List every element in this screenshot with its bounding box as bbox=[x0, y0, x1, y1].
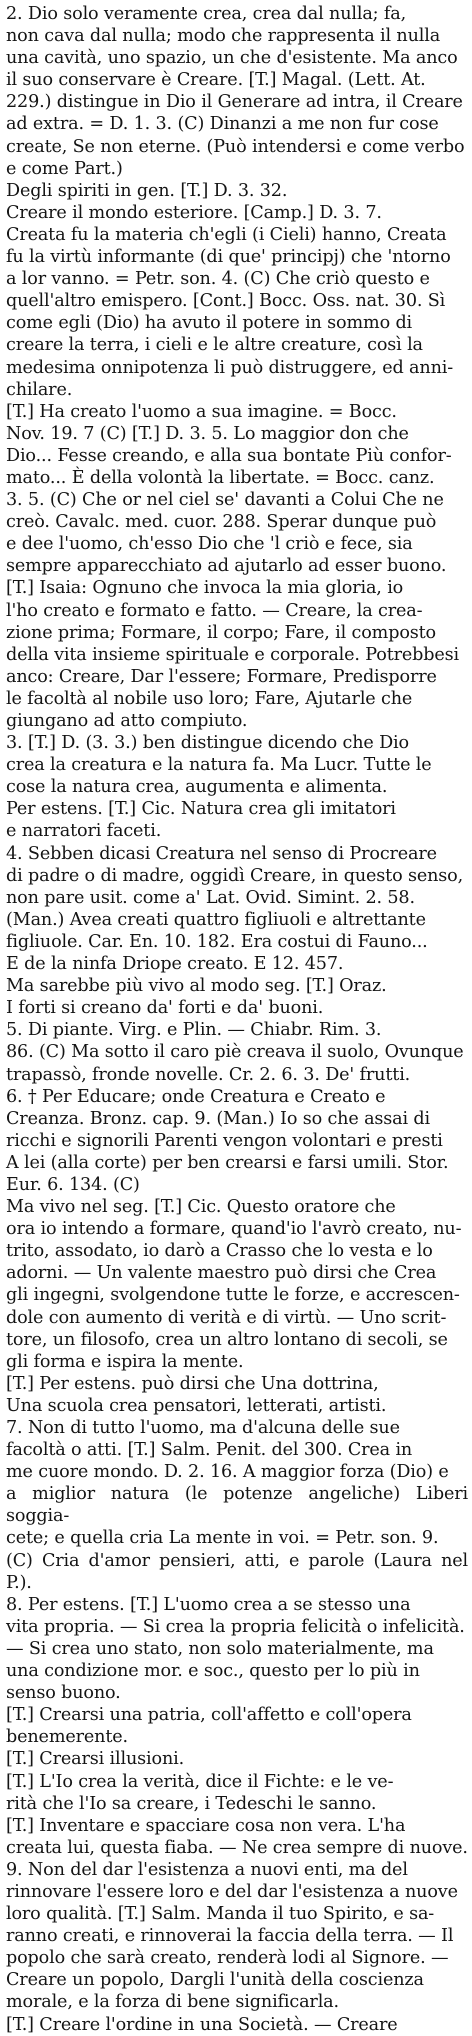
entry-paragraph-11: Ma vivo nel seg. [T.] Cic. Questo oratore che ora io intendo a formare, quand'io l'avrò creato, nu- trito, assodato, io darò a Crasso che lo vesta e lo adorni. — Un valente maestro può dirsi che Crea gli ingegni, svolgendone tutte le forze, e accrescen- dole con aumento di verità e di virtù. — Uno scrit- tore, un filosofo, crea un altro lontano di secoli, se gli forma e ispira la mente. bbox=[6, 1197, 462, 1372]
entry-paragraph-3: Creare il mondo esteriore. [Camp.] D. 3. 7. Creata fu la materia ch'egli (i Cieli) hanno, Creata fu la virtù informante (di que' principj) che 'ntorno a lor vanno. = Petr. son. 4. (C) Che criò questo e quell'altro emispero. [Cont.] Bocc. Oss. nat. 30. Sì come egli (Dio) ha avuto il potere in sommo di creare la terra, i cieli e le altre creature, così la medesima onnipotenza li può distruggere, ed anni- chilare. bbox=[6, 202, 454, 400]
entry-paragraph-14: 8. Per estens. [T.] L'uomo crea a se stesso una vita propria. — Si crea la propria felicità o infelicità. — Si crea uno stato, non solo materialmente, ma una condizione mor. e soc., questo per lo più in senso buono. bbox=[6, 1594, 465, 1704]
entry-paragraph-13: 7. Non di tutto l'uomo, ma d'alcuna delle sue facoltà o atti. [T.] Salm. Penit. del 300. Crea in me cuore mondo. D. 2. 16. A maggior forza (Dio) e a miglior natura (le potenze angeliche) Liberi soggia- cete; e quella cria La mente in voi. = Petr. son. 9. (C) Cria d'amor pensieri, atti, e parole (Laura nel P.). bbox=[6, 1418, 468, 1593]
entry-paragraph-5: 3. [T.] D. (3. 3.) ben distingue dicendo che Dio crea la creatura e la natura fa. Ma Lucr. Tutte le cose la natura crea, augumenta e alimenta. bbox=[6, 733, 432, 798]
entry-paragraph-4: [T.] Ha creato l'uomo a sua imagine. = Bocc. Nov. 19. 7 (C) [T.] D. 3. 5. Lo maggior don che Dio... Fesse creando, e alla sua bontate Più confor- mato... È della volontà la libertate. = Bocc. canz. 3. 5. (C) Che or nel ciel se' davanti a Colui Che ne creò. Cavalc. med. cuor. 288. Sperar dunque può e dee l'uomo, ch'esso Dio che 'l criò e fece, sia sempre apparecchiato ad ajutarlo ad esser buono. [T.] Isaia: Ognuno che invoca la mia gloria, io l'ho creato e formato e fatto. — Creare, la crea- zione prima; Formare, il corpo; Fare, il composto della vita insieme spirituale e corporale. Potrebbesi anco: Creare, Dar l'essere; Formare, Predisporre le facoltà al nobile uso loro; Fare, Ajutarle che giungano ad atto compiuto. bbox=[6, 401, 460, 731]
entry-paragraph-9: 5. Di piante. Virg. e Plin. — Chiabr. Rim. 3. 86. (C) Ma sotto il caro piè creava il suolo, Ovunque trapassò, fronde novelle. Cr. 2. 6. 3. De' frutti. bbox=[6, 1020, 464, 1085]
entry-paragraph-10: 6. † Per Educare; onde Creatura e Creato e Creanza. Bronz. cap. 9. (Man.) Io so che assai di ricchi e signorili Parenti vengon volontari e presti A lei (alla corte) per ben crearsi e farsi umili. Stor. Eur. 6. 134. (C) bbox=[6, 1086, 449, 1195]
entry-paragraph-15: [T.] Crearsi una patria, coll'affetto e coll'opera benemerente. bbox=[6, 1705, 412, 1748]
entry-paragraph-7: 4. Sebben dicasi Creatura nel senso di Procreare di padre o di madre, oggidì Creare, in questo senso, non pare usit. come a' Lat. Ovid. Simint. 2. 58. (Man.) Avea creati quattro figliuoli e altrettante figliuole. Car. En. 10. 182. Era costui di Fauno... E de la ninfa Driope creato. E 12. 457. bbox=[6, 843, 464, 975]
entry-paragraph-6: Per estens. [T.] Cic. Natura crea gli imitatori e narratori faceti. bbox=[6, 799, 396, 842]
entry-paragraph-20: [T.] Creare l'ordine in una Società. — Creare bbox=[6, 2014, 398, 2035]
entry-paragraph-8: Ma sarebbe più vivo al modo seg. [T.] Oraz. I forti si creano da' forti e da' buoni. bbox=[6, 976, 387, 1019]
entry-paragraph-19: 9. Non del dar l'esistenza a nuovi enti, ma del rinnovare l'essere loro e del dar l'esistenza a nuove loro qualità. [T.] Salm. Manda il tuo Spirito, e sa- ranno creati, e rinnoverai la faccia della terra. — Il popolo che sarà creato, renderà lodi al Signore. — Creare un popolo, Dargli l'unità della coscienza morale, e la forza di bene significarla. bbox=[6, 1859, 458, 2013]
entry-paragraph-1: 2. Dio solo veramente crea, crea dal nulla; fa, non cava dal nulla; modo che rappresenta il nulla una cavità, uno spazio, un che d'esistente. Ma anco il suo conservare è Creare. [T.] Magal. (Lett. At. 229.) distingue in Dio il Generare ad intra, il Creare ad extra. = D. 1. 3. (C) Dinanzi a me non fur cose create, Se non eterne. (Può intendersi e come verbo e come Part.) bbox=[6, 4, 465, 179]
dictionary-page bbox=[6, 3, 468, 2035]
entry-paragraph-18: [T.] Inventare e spacciare cosa non vera. L'ha creata lui, questa fiaba. — Ne crea sempre di nuove. bbox=[6, 1815, 468, 1858]
entry-paragraph-12: [T.] Per estens. può dirsi che Una dottrina, Una scuola crea pensatori, letterati, artisti. bbox=[6, 1373, 387, 1416]
entry-paragraph-16: [T.] Crearsi illusioni. bbox=[6, 1749, 185, 1770]
entry-paragraph-17: [T.] L'Io crea la verità, dice il Fichte: e le ve- rità che l'Io sa creare, i Tedeschi le sanno. bbox=[6, 1771, 394, 1814]
entry-paragraph-2: Degli spiriti in gen. [T.] D. 3. 32. bbox=[6, 180, 288, 201]
